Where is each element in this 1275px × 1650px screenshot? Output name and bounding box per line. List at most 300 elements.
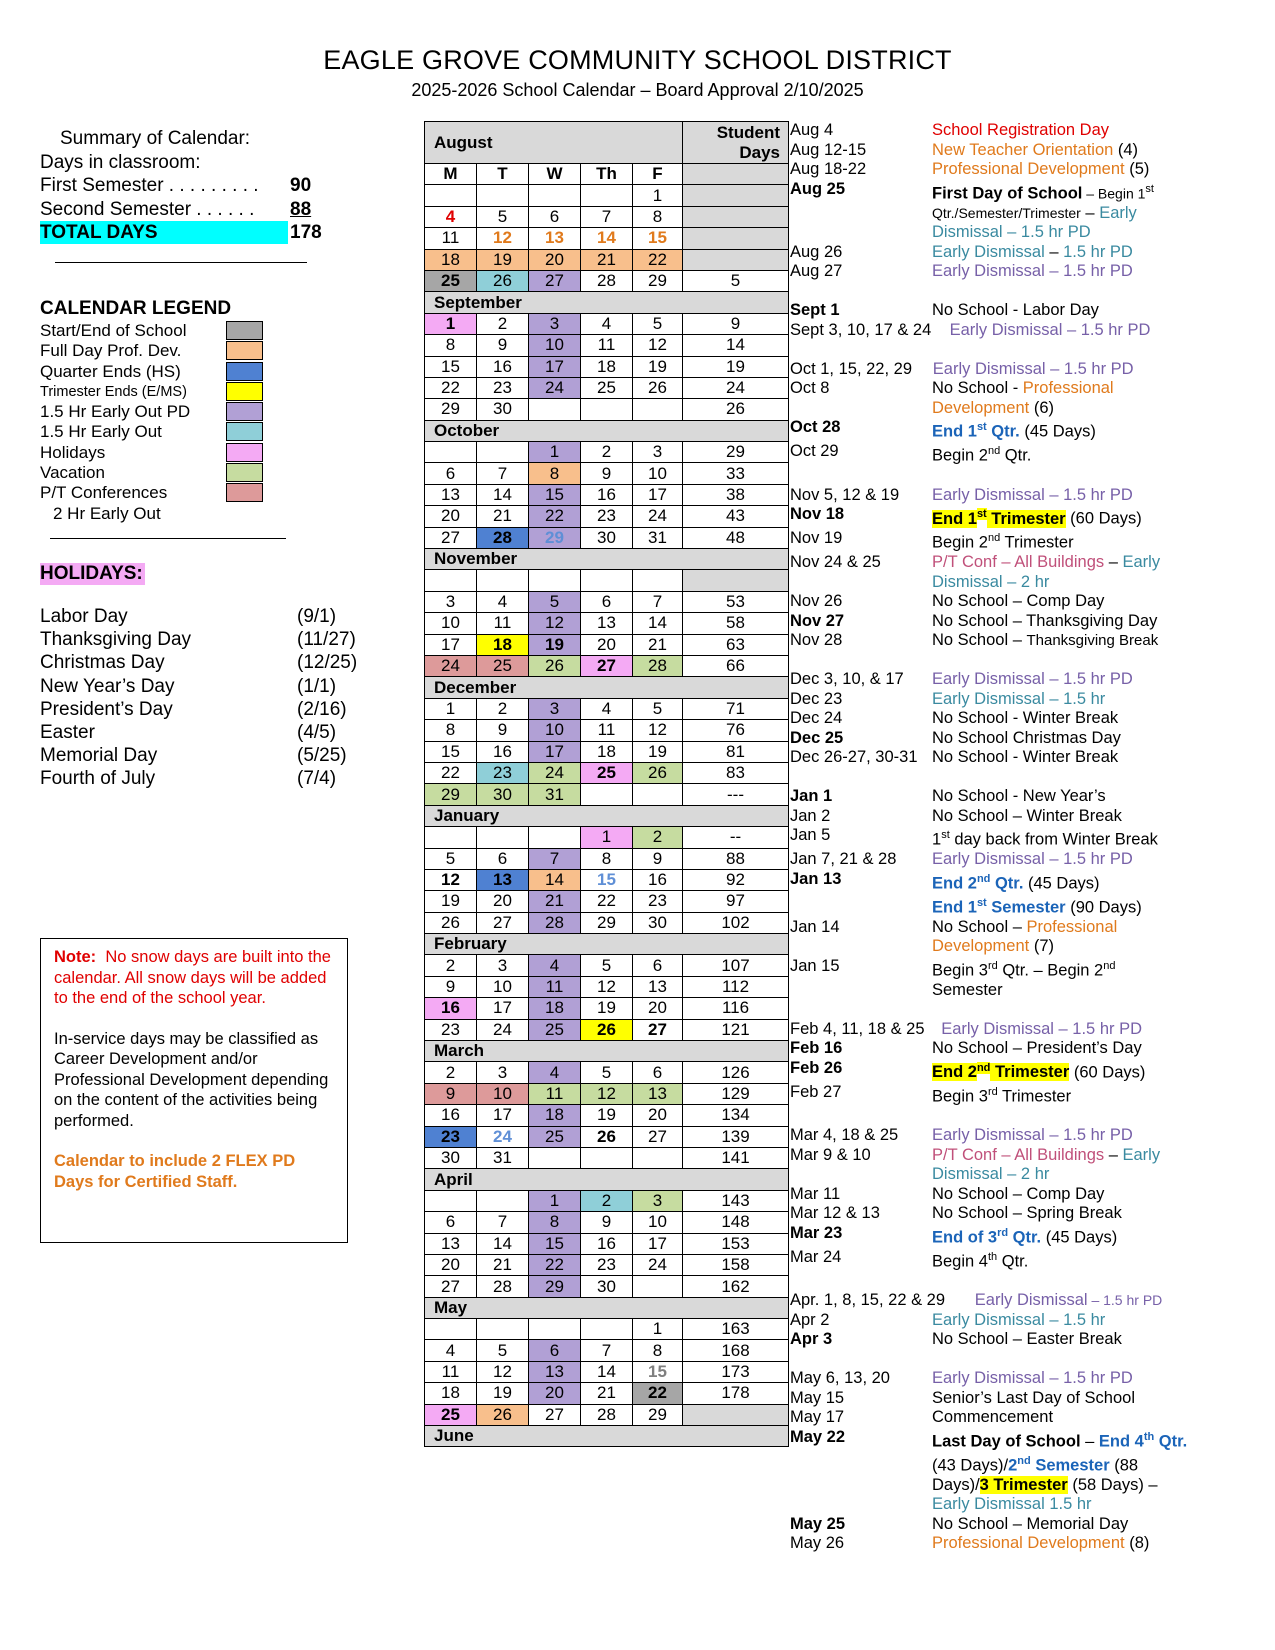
- event-date: Aug 25: [790, 179, 846, 198]
- day-cell: 4: [529, 955, 581, 976]
- event-text: –: [1044, 242, 1064, 261]
- total-days-row: [40, 221, 330, 245]
- holiday-name: Memorial Day: [40, 745, 158, 767]
- event-text: No School – Comp Day: [932, 1184, 1105, 1203]
- student-days-cell: 126: [683, 1062, 789, 1083]
- event-date: Feb 27: [790, 1082, 842, 1101]
- day-cell: 4: [477, 591, 529, 612]
- day-cell: 19: [425, 891, 477, 912]
- event-row: [790, 807, 1190, 827]
- week-row: [425, 527, 789, 548]
- day-cell: [425, 570, 477, 591]
- event-description: [932, 870, 1190, 894]
- day-cell: 25: [581, 762, 633, 783]
- event-row: [790, 850, 1190, 870]
- event-description: [932, 1185, 1190, 1205]
- event-date: Dec 26-27, 30-31: [790, 748, 918, 766]
- month-label: December: [425, 677, 789, 698]
- day-cell: 2: [581, 1190, 633, 1211]
- day-cell: [477, 185, 529, 206]
- day-cell: 28: [477, 1276, 529, 1297]
- day-cell: 12: [425, 869, 477, 890]
- day-cell: 15: [633, 228, 683, 249]
- day-cell: 15: [529, 484, 581, 505]
- day-cell: 29: [425, 399, 477, 420]
- month-label: August: [425, 122, 683, 164]
- event-row: [790, 1330, 1190, 1350]
- week-row: [425, 698, 789, 719]
- day-cell: 1: [529, 442, 581, 463]
- holiday-name: Christmas Day: [40, 652, 165, 674]
- day-cell: 8: [633, 1340, 683, 1361]
- event-date: Apr 3: [790, 1330, 833, 1348]
- event-row: [790, 505, 1190, 529]
- day-cell: 31: [477, 1147, 529, 1168]
- event-row: [790, 1389, 1190, 1409]
- day-cell: 7: [529, 848, 581, 869]
- holiday-date: (9/1): [297, 606, 337, 627]
- event-row: [790, 1059, 1190, 1083]
- event-date: Aug 27: [790, 262, 843, 280]
- day-cell: 29: [529, 527, 581, 548]
- day-cell: 4: [581, 698, 633, 719]
- legend-item: [40, 443, 270, 463]
- day-cell: 20: [425, 1254, 477, 1275]
- day-cell: 11: [581, 720, 633, 741]
- event-description: [932, 553, 1190, 592]
- day-cell: 10: [633, 1212, 683, 1233]
- event-text: End 1: [932, 509, 977, 528]
- legend-swatch: [226, 341, 263, 360]
- day-cell: 19: [477, 249, 529, 270]
- event-description: [932, 379, 1190, 418]
- student-days-cell: 92: [683, 869, 789, 890]
- day-cell: [633, 570, 683, 591]
- legend-label: Holidays: [40, 442, 106, 462]
- day-cell: 15: [529, 1233, 581, 1254]
- event-row: [790, 121, 1190, 141]
- day-cell: 11: [425, 228, 477, 249]
- event-text: nd: [1017, 1454, 1031, 1467]
- event-text: End 1: [932, 422, 977, 441]
- day-cell: 12: [633, 720, 683, 741]
- month-row: [425, 1426, 789, 1447]
- event-row: [790, 1515, 1190, 1535]
- event-date: Nov 28: [790, 631, 843, 649]
- event-text: Qtr.: [990, 874, 1024, 892]
- week-row: [425, 869, 789, 890]
- day-cell: [529, 570, 581, 591]
- legend-swatch: [226, 422, 263, 441]
- month-row: [425, 677, 789, 698]
- holiday-row: [40, 722, 380, 745]
- day-cell: 17: [529, 356, 581, 377]
- week-row: [425, 1233, 789, 1254]
- day-cell: 26: [529, 655, 581, 676]
- event-text: Thanksgiving Break: [1026, 632, 1159, 649]
- event-description: [932, 121, 1190, 141]
- day-cell: 17: [425, 634, 477, 655]
- legend-swatch: [226, 362, 263, 381]
- day-cell: 21: [581, 249, 633, 270]
- day-cell: 27: [477, 912, 529, 933]
- day-cell: 25: [529, 1019, 581, 1040]
- day-cell: 30: [581, 1276, 633, 1297]
- month-label: March: [425, 1041, 789, 1062]
- day-cell: 20: [581, 634, 633, 655]
- week-row: [425, 1276, 789, 1297]
- event-text: Begin 3: [932, 961, 988, 979]
- event-date: May 17: [790, 1408, 845, 1426]
- day-cell: [633, 1276, 683, 1297]
- legend-swatch: [226, 382, 263, 401]
- event-text: No School - Winter Break: [932, 748, 1119, 766]
- legend-label: Trimester Ends (E/MS): [40, 383, 187, 400]
- student-days-cell: 134: [683, 1105, 789, 1126]
- event-description: [932, 418, 1190, 442]
- day-cell: 22: [529, 1254, 581, 1275]
- event-row: [790, 1369, 1190, 1389]
- event-text: Qtr.: [1154, 1432, 1188, 1450]
- student-days-header: Student Days: [683, 122, 789, 164]
- day-cell: 17: [477, 998, 529, 1019]
- day-cell: 8: [425, 335, 477, 356]
- week-row: [425, 228, 789, 249]
- day-cell: 20: [633, 1105, 683, 1126]
- event-text: No School Christmas Day: [932, 728, 1121, 747]
- week-row: [425, 1254, 789, 1275]
- note-flex: Calendar to include 2 FLEX PD Days for Certified Staff.: [54, 1152, 296, 1191]
- day-cell: 3: [529, 313, 581, 334]
- day-cell: 16: [581, 484, 633, 505]
- event-description: [932, 1224, 1190, 1248]
- legend-swatch: [226, 443, 263, 462]
- day-cell: 14: [581, 1361, 633, 1382]
- event-date: Oct 8: [790, 379, 830, 397]
- student-days-cell: 58: [683, 613, 789, 634]
- event-text: 1.5 hr PD: [1063, 242, 1133, 261]
- day-cell: 30: [477, 784, 529, 805]
- event-text: th: [1143, 1430, 1155, 1443]
- event-date: Oct 29: [790, 442, 839, 460]
- legend-swatch: [226, 321, 263, 340]
- event-description: [932, 529, 1190, 553]
- month-label: October: [425, 420, 789, 441]
- day-cell: 13: [425, 484, 477, 505]
- event-date: Nov 27: [790, 611, 845, 630]
- legend-item: [40, 463, 270, 483]
- event-text: Qtr.: [1008, 1228, 1042, 1246]
- event-text: Early Dismissal – 2 hr: [932, 553, 1161, 591]
- event-text: No School – Easter Break: [932, 1330, 1122, 1348]
- day-cell: 13: [529, 228, 581, 249]
- day-cell: 24: [529, 377, 581, 398]
- event-text: – 1.5 hr PD: [1087, 1292, 1163, 1308]
- day-cell: 30: [425, 1147, 477, 1168]
- day-cell: 26: [425, 912, 477, 933]
- day-cell: 19: [633, 356, 683, 377]
- event-text: (45 Days): [1019, 422, 1096, 441]
- event-text: (45 Days): [1041, 1228, 1118, 1246]
- event-date: Mar 12 & 13: [790, 1204, 880, 1222]
- event-description: [932, 301, 1190, 321]
- student-days-cell: 168: [683, 1340, 789, 1361]
- day-cell: 2: [425, 1062, 477, 1083]
- event-row: [790, 1428, 1190, 1515]
- weekday-header: W: [529, 164, 581, 185]
- event-text: No School – Winter Break: [932, 806, 1122, 825]
- event-text: End 2: [932, 1063, 977, 1081]
- event-text: Semester: [1030, 1456, 1110, 1474]
- day-cell: 9: [425, 976, 477, 997]
- legend-item: [40, 341, 270, 361]
- day-cell: 7: [477, 1212, 529, 1233]
- student-days-cell: 141: [683, 1147, 789, 1168]
- event-date: Jan 14: [790, 917, 840, 936]
- month-label: January: [425, 805, 789, 826]
- event-description: [932, 486, 1190, 506]
- calendar-legend: [40, 321, 270, 524]
- day-cell: 23: [581, 506, 633, 527]
- day-cell: 1: [425, 313, 477, 334]
- day-cell: 26: [581, 1126, 633, 1147]
- day-cell: 13: [477, 869, 529, 890]
- holiday-date: (5/25): [297, 745, 347, 767]
- event-text: (5): [1124, 160, 1150, 178]
- event-text: No School - New Year’s: [932, 787, 1106, 805]
- legend-label: Full Day Prof. Dev.: [40, 341, 182, 361]
- day-cell: 11: [581, 335, 633, 356]
- week-row: [425, 827, 789, 848]
- day-cell: 25: [425, 1404, 477, 1425]
- day-cell: 3: [477, 1062, 529, 1083]
- page-title: EAGLE GROVE COMMUNITY SCHOOL DISTRICT: [323, 45, 952, 75]
- day-cell: [529, 1147, 581, 1168]
- student-days-cell: 33: [683, 463, 789, 484]
- day-cell: 27: [529, 270, 581, 291]
- day-cell: 5: [633, 313, 683, 334]
- event-text: Qtr.: [986, 422, 1020, 441]
- event-row: [790, 1020, 1190, 1040]
- event-description: [932, 787, 1190, 807]
- event-text: Early Dismissal: [974, 1291, 1088, 1309]
- day-cell: 18: [477, 634, 529, 655]
- day-cell: 2: [477, 698, 529, 719]
- day-cell: 5: [477, 206, 529, 227]
- day-cell: 2: [633, 827, 683, 848]
- event-text: Early Dismissal: [932, 242, 1045, 261]
- event-text: Early Dismissal – 1.5 hr: [932, 689, 1106, 708]
- event-text: (60 Days): [1069, 1063, 1146, 1081]
- event-text: Professional Development: [932, 379, 1114, 417]
- student-days-cell: 88: [683, 848, 789, 869]
- week-row: [425, 976, 789, 997]
- event-text: No School – President’s Day: [932, 1039, 1142, 1057]
- day-cell: 20: [529, 1383, 581, 1404]
- event-row: [790, 1408, 1190, 1428]
- first-semester-value: 90: [290, 175, 312, 196]
- student-days-cell: 112: [683, 976, 789, 997]
- day-cell: 5: [581, 1062, 633, 1083]
- event-text: st: [941, 829, 950, 841]
- day-cell: 12: [633, 335, 683, 356]
- event-text: P/T Conf – All Buildings: [932, 1145, 1105, 1164]
- month-row: [425, 805, 789, 826]
- event-row: [790, 787, 1190, 807]
- day-cell: 26: [633, 377, 683, 398]
- note-text: No snow days are built into the calendar. All snow days will be added to the end of the school year.: [54, 948, 331, 1007]
- event-text: (7): [1029, 937, 1054, 955]
- holidays-list: [40, 606, 380, 792]
- student-days-cell: 153: [683, 1233, 789, 1254]
- event-row: [790, 670, 1190, 690]
- event-date: May 26: [790, 1534, 845, 1552]
- event-row: [790, 612, 1190, 632]
- event-date: Jan 5: [790, 826, 831, 844]
- day-cell: 8: [633, 206, 683, 227]
- event-row: [790, 729, 1190, 749]
- day-cell: 1: [633, 185, 683, 206]
- day-cell: 19: [581, 998, 633, 1019]
- student-days-cell: 83: [683, 762, 789, 783]
- event-text: Begin 4: [932, 1252, 988, 1270]
- student-days-cell: 116: [683, 998, 789, 1019]
- summary-days-label: Days in classroom:: [40, 151, 201, 173]
- legend-item: [40, 422, 270, 442]
- event-date: Oct 28: [790, 418, 841, 436]
- day-cell: 4: [529, 1062, 581, 1083]
- event-text: No School –: [932, 631, 1027, 649]
- event-date: Dec 23: [790, 689, 843, 708]
- event-row: [790, 1224, 1190, 1248]
- event-row: [790, 690, 1190, 710]
- student-days-cell: 26: [683, 399, 789, 420]
- day-cell: 24: [633, 506, 683, 527]
- holiday-row: [40, 699, 380, 722]
- event-description: [932, 505, 1190, 529]
- week-row: [425, 377, 789, 398]
- day-cell: 4: [581, 313, 633, 334]
- event-text: 1: [932, 830, 942, 849]
- day-cell: 6: [529, 206, 581, 227]
- event-description: [932, 1126, 1190, 1146]
- event-text: Semester: [986, 898, 1066, 916]
- legend-swatch: [226, 483, 263, 502]
- day-cell: 26: [633, 762, 683, 783]
- student-days-cell: 148: [683, 1212, 789, 1233]
- page-subtitle: 2025-2026 School Calendar – Board Approval 2/10/2025: [411, 80, 864, 100]
- second-semester-label: Second Semester . . . . . .: [40, 198, 255, 220]
- legend-title: CALENDAR LEGEND: [40, 298, 232, 319]
- event-date: May 15: [790, 1388, 845, 1407]
- week-row: [425, 463, 789, 484]
- day-cell: 3: [425, 591, 477, 612]
- event-text: No School – Comp Day: [932, 592, 1105, 610]
- day-cell: 22: [581, 891, 633, 912]
- divider: [50, 538, 286, 539]
- day-cell: [633, 399, 683, 420]
- event-row: [790, 301, 1190, 321]
- student-days-cell: 38: [683, 484, 789, 505]
- day-cell: 16: [477, 741, 529, 762]
- day-cell: 25: [581, 377, 633, 398]
- day-cell: [581, 570, 633, 591]
- day-cell: [477, 1319, 529, 1340]
- day-cell: 1: [633, 1319, 683, 1340]
- event-row: [790, 918, 1190, 957]
- day-cell: 4: [425, 1340, 477, 1361]
- event-date: Nov 18: [790, 505, 845, 523]
- student-days-cell: 107: [683, 955, 789, 976]
- month-label: September: [425, 292, 789, 313]
- day-cell: 12: [529, 613, 581, 634]
- event-date: Mar 4, 18 & 25: [790, 1126, 899, 1144]
- day-cell: 5: [477, 1340, 529, 1361]
- event-text: Semester: [932, 980, 1003, 999]
- day-cell: 27: [633, 1019, 683, 1040]
- day-cell: 27: [425, 527, 477, 548]
- day-cell: [581, 784, 633, 805]
- event-description: [932, 729, 1190, 749]
- month-row: [425, 934, 789, 955]
- event-text: Trimester: [990, 1063, 1070, 1081]
- holiday-name: New Year’s Day: [40, 675, 175, 697]
- event-row: [790, 894, 1190, 918]
- day-cell: 21: [633, 634, 683, 655]
- holiday-row: [40, 676, 380, 699]
- event-date: Nov 19: [790, 529, 843, 547]
- day-cell: 26: [477, 270, 529, 291]
- event-date: May 6, 13, 20: [790, 1369, 890, 1387]
- day-cell: 9: [477, 335, 529, 356]
- event-text: Early Dismissal – 1.5 hr PD: [949, 320, 1151, 339]
- day-cell: 10: [529, 720, 581, 741]
- event-text: (6): [1029, 398, 1054, 417]
- event-date: Jan 7, 21 & 28: [790, 850, 897, 868]
- day-cell: 18: [581, 741, 633, 762]
- day-cell: 11: [529, 976, 581, 997]
- week-row: [425, 1340, 789, 1361]
- holiday-name: Fourth of July: [40, 768, 156, 790]
- weekday-header: Th: [581, 164, 633, 185]
- weekday-header: T: [477, 164, 529, 185]
- weekday-header: M: [425, 164, 477, 185]
- event-row: [790, 709, 1190, 729]
- event-text: New Teacher Orientation: [932, 140, 1114, 159]
- day-cell: 5: [581, 955, 633, 976]
- event-date: Apr. 1, 8, 15, 22 & 29: [790, 1291, 946, 1309]
- note-inservice: In-service days may be classified as Career Development and/or Professional Development depending on the content of the activities being performed.: [54, 1029, 329, 1130]
- event-date: Aug 4: [790, 121, 834, 139]
- event-text: End 4: [1098, 1432, 1144, 1450]
- week-row: [425, 762, 789, 783]
- day-cell: [529, 185, 581, 206]
- event-description: [932, 141, 1190, 161]
- event-description: [932, 748, 1190, 768]
- day-cell: 14: [633, 613, 683, 634]
- event-text: (58 Days) –: [1067, 1475, 1158, 1494]
- event-description: [932, 826, 1190, 850]
- day-cell: 24: [633, 1254, 683, 1275]
- student-days-cell: 76: [683, 720, 789, 741]
- event-row: [790, 321, 1190, 341]
- event-text: Early Dismissal – 1.5 hr PD: [932, 485, 1133, 504]
- day-cell: 22: [425, 377, 477, 398]
- day-cell: 4: [425, 206, 477, 227]
- event-row: [790, 379, 1190, 418]
- event-description: [932, 442, 1190, 466]
- event-description: [932, 243, 1190, 263]
